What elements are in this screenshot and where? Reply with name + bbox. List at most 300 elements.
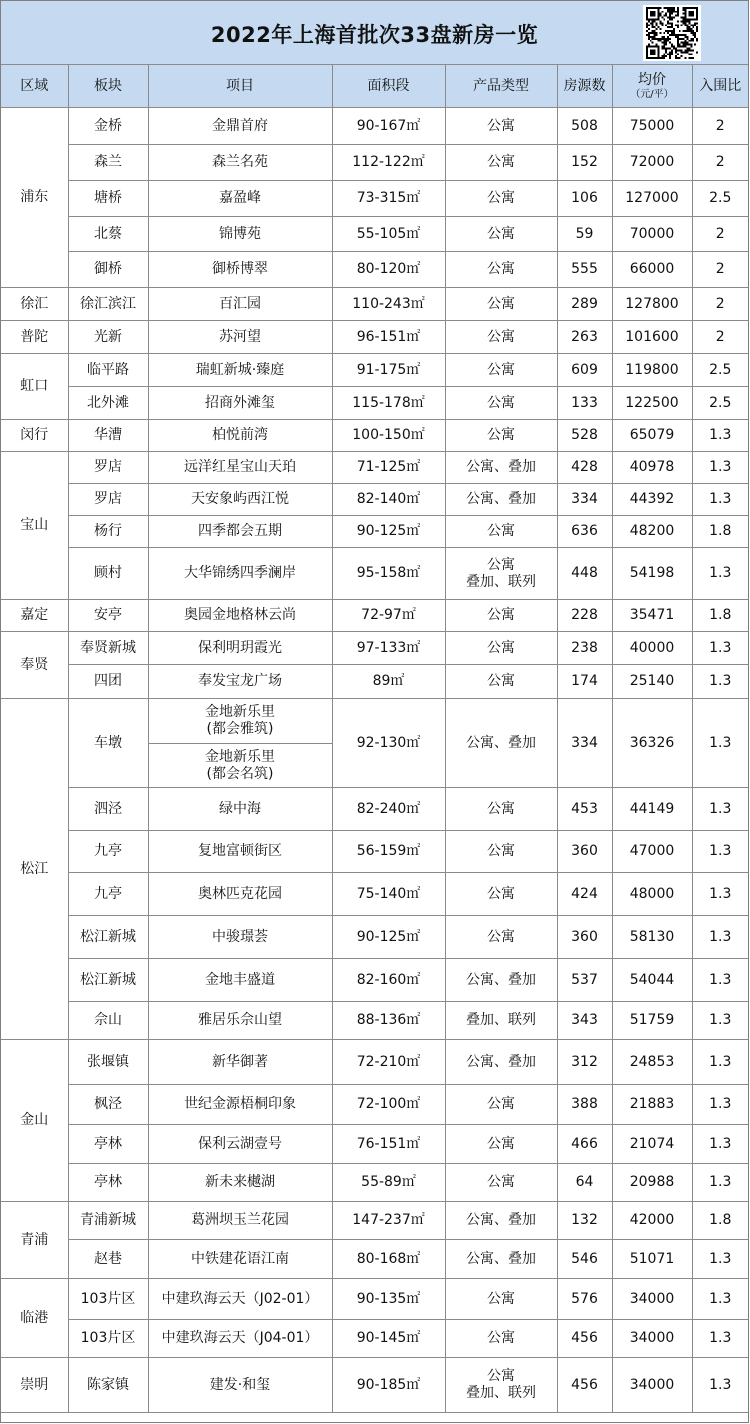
- ratio-cell: 2: [692, 321, 748, 354]
- price-cell: 36326: [612, 699, 692, 788]
- ratio-cell: 2: [692, 145, 748, 181]
- type-cell: 公寓: [445, 600, 557, 632]
- area-cell: 72-100㎡: [332, 1085, 445, 1125]
- project-cell: 四季都会五期: [148, 516, 332, 548]
- project-cell: 新华御著: [148, 1040, 332, 1085]
- ratio-cell: 1.3: [692, 916, 748, 959]
- district-cell: 青浦: [1, 1202, 68, 1279]
- type-cell: 公寓: [445, 516, 557, 548]
- price-cell: 75000: [612, 108, 692, 145]
- project-cell: 大华锦绣四季澜岸: [148, 548, 332, 600]
- price-cell: 54198: [612, 548, 692, 600]
- price-cell: 54044: [612, 959, 692, 1002]
- price-cell: 34000: [612, 1320, 692, 1358]
- area-cell: 80-168㎡: [332, 1240, 445, 1279]
- project-cell: [148, 744, 332, 788]
- area-cell: 90-135㎡: [332, 1279, 445, 1320]
- project-cell: 金鼎首府: [148, 108, 332, 145]
- price-cell: 51759: [612, 1002, 692, 1040]
- block-cell: 松江新城: [68, 916, 148, 959]
- project-cell: 远洋红星宝山天珀: [148, 452, 332, 484]
- project-name: 金地新乐里: [205, 704, 275, 720]
- type-cell: 公寓、叠加: [445, 452, 557, 484]
- units-cell: 132: [557, 1202, 612, 1240]
- units-cell: 576: [557, 1279, 612, 1320]
- units-cell: 152: [557, 145, 612, 181]
- block-cell: 罗店: [68, 452, 148, 484]
- ratio-cell: 1.3: [692, 1240, 748, 1279]
- type-cell: 公寓: [445, 321, 557, 354]
- table-row: [1, 632, 748, 665]
- units-cell: 106: [557, 181, 612, 217]
- area-cell: 90-167㎡: [332, 108, 445, 145]
- ratio-cell: 2: [692, 217, 748, 252]
- units-cell: 528: [557, 420, 612, 452]
- district-cell: 浦东: [1, 108, 68, 288]
- block-cell: 顾村: [68, 548, 148, 600]
- ratio-cell: 1.3: [692, 452, 748, 484]
- units-cell: 453: [557, 788, 612, 831]
- ratio-cell: 1.3: [692, 699, 748, 788]
- type-cell: 公寓、叠加: [445, 699, 557, 788]
- block-cell: 青浦新城: [68, 1202, 148, 1240]
- project-cell: 中建玖海云天（J04-01）: [148, 1320, 332, 1358]
- table-row: [1, 288, 748, 321]
- block-cell: 103片区: [68, 1279, 148, 1320]
- project-name: 金地新乐里: [205, 748, 275, 765]
- price-cell: 44392: [612, 484, 692, 516]
- units-cell: 334: [557, 484, 612, 516]
- area-cell: 95-158㎡: [332, 548, 445, 600]
- type-line: 叠加、联列: [466, 1385, 536, 1401]
- area-cell: 55-105㎡: [332, 217, 445, 252]
- units-cell: 537: [557, 959, 612, 1002]
- project-cell: 柏悦前湾: [148, 420, 332, 452]
- table-row: [1, 1240, 748, 1279]
- header-project: 项目: [148, 65, 332, 108]
- units-cell: 456: [557, 1320, 612, 1358]
- project-cell: 保利云湖壹号: [148, 1125, 332, 1164]
- area-cell: 80-120㎡: [332, 252, 445, 288]
- units-cell: 636: [557, 516, 612, 548]
- table-row: [1, 1164, 748, 1202]
- project-cell: 雅居乐佘山望: [148, 1002, 332, 1040]
- ratio-cell: 1.3: [692, 548, 748, 600]
- project-cell: 苏河望: [148, 321, 332, 354]
- ratio-cell: 1.3: [692, 420, 748, 452]
- type-cell: 公寓、叠加: [445, 1040, 557, 1085]
- block-cell: 御桥: [68, 252, 148, 288]
- price-cell: 20988: [612, 1164, 692, 1202]
- price-cell: 66000: [612, 252, 692, 288]
- ratio-cell: 1.8: [692, 516, 748, 548]
- ratio-cell: 1.3: [692, 1085, 748, 1125]
- price-cell: 127800: [612, 288, 692, 321]
- table-row: [1, 916, 748, 959]
- project-cell: 中铁建花语江南: [148, 1240, 332, 1279]
- area-cell: 92-130㎡: [332, 699, 445, 788]
- type-cell: 公寓: [445, 1085, 557, 1125]
- type-cell: 公寓、叠加: [445, 484, 557, 516]
- header-price-unit: （元/平）: [630, 89, 674, 100]
- type-cell: [445, 548, 557, 600]
- ratio-cell: 1.3: [692, 831, 748, 873]
- ratio-cell: 1.3: [692, 1040, 748, 1085]
- units-cell: 388: [557, 1085, 612, 1125]
- price-cell: 48000: [612, 873, 692, 916]
- units-cell: 466: [557, 1125, 612, 1164]
- price-cell: 48200: [612, 516, 692, 548]
- table-row: [1, 354, 748, 387]
- block-cell: 陈家镇: [68, 1358, 148, 1413]
- price-cell: 58130: [612, 916, 692, 959]
- type-cell: 公寓、叠加: [445, 1202, 557, 1240]
- block-cell: 金桥: [68, 108, 148, 145]
- area-cell: 72-210㎡: [332, 1040, 445, 1085]
- district-cell: 徐汇: [1, 288, 68, 321]
- ratio-cell: 2: [692, 288, 748, 321]
- ratio-cell: 1.3: [692, 1164, 748, 1202]
- project-cell: 瑞虹新城·臻庭: [148, 354, 332, 387]
- type-cell: 公寓: [445, 831, 557, 873]
- table-row: [1, 452, 748, 484]
- ratio-cell: 1.8: [692, 1202, 748, 1240]
- price-cell: 44149: [612, 788, 692, 831]
- units-cell: 555: [557, 252, 612, 288]
- block-cell: 九亭: [68, 831, 148, 873]
- units-cell: 609: [557, 354, 612, 387]
- type-cell: 公寓: [445, 1320, 557, 1358]
- area-cell: 82-240㎡: [332, 788, 445, 831]
- area-cell: 72-97㎡: [332, 600, 445, 632]
- block-cell: 亭林: [68, 1164, 148, 1202]
- ratio-cell: 1.3: [692, 1320, 748, 1358]
- price-cell: 24853: [612, 1040, 692, 1085]
- header-price-label: 均价: [638, 72, 666, 88]
- block-cell: 奉贤新城: [68, 632, 148, 665]
- area-cell: 90-125㎡: [332, 916, 445, 959]
- header-area: 面积段: [332, 65, 445, 108]
- type-cell: 公寓: [445, 108, 557, 145]
- area-cell: 96-151㎡: [332, 321, 445, 354]
- price-cell: 51071: [612, 1240, 692, 1279]
- type-line: 叠加、联列: [466, 573, 536, 590]
- area-cell: 110-243㎡: [332, 288, 445, 321]
- block-cell: 松江新城: [68, 959, 148, 1002]
- price-cell: 42000: [612, 1202, 692, 1240]
- district-cell: 松江: [1, 699, 68, 1040]
- project-cell: 御桥博翠: [148, 252, 332, 288]
- area-cell: 82-140㎡: [332, 484, 445, 516]
- area-cell: 97-133㎡: [332, 632, 445, 665]
- type-cell: 公寓: [445, 387, 557, 420]
- table-row: [1, 252, 748, 288]
- price-cell: 21883: [612, 1085, 692, 1125]
- project-cell: 世纪金源梧桐印象: [148, 1085, 332, 1125]
- project-cell: 奥林匹克花园: [148, 873, 332, 916]
- header-district: 区域: [1, 65, 68, 108]
- table-row: [1, 1279, 748, 1320]
- block-cell: 罗店: [68, 484, 148, 516]
- project-cell: 锦博苑: [148, 217, 332, 252]
- block-cell: 森兰: [68, 145, 148, 181]
- block-cell: 四团: [68, 665, 148, 699]
- price-cell: 34000: [612, 1279, 692, 1320]
- type-line: 公寓: [487, 556, 515, 573]
- units-cell: 174: [557, 665, 612, 699]
- units-cell: 228: [557, 600, 612, 632]
- price-cell: 101600: [612, 321, 692, 354]
- type-cell: 公寓: [445, 1125, 557, 1164]
- area-cell: 56-159㎡: [332, 831, 445, 873]
- type-cell: 公寓: [445, 788, 557, 831]
- block-cell: 塘桥: [68, 181, 148, 217]
- header-ratio: 入围比: [692, 65, 748, 108]
- table-row: [1, 548, 748, 600]
- project-cell: 中骏璟荟: [148, 916, 332, 959]
- type-cell: [445, 1358, 557, 1413]
- price-cell: 35471: [612, 600, 692, 632]
- units-cell: 508: [557, 108, 612, 145]
- block-cell: 车墩: [68, 699, 148, 788]
- table-row: [1, 873, 748, 916]
- type-cell: 公寓: [445, 420, 557, 452]
- ratio-cell: 1.3: [692, 1002, 748, 1040]
- district-cell: 闵行: [1, 420, 68, 452]
- block-cell: 徐汇滨江: [68, 288, 148, 321]
- price-cell: 70000: [612, 217, 692, 252]
- district-cell: 普陀: [1, 321, 68, 354]
- table-row: [1, 1125, 748, 1164]
- price-cell: 122500: [612, 387, 692, 420]
- area-cell: 90-125㎡: [332, 516, 445, 548]
- title-bar: [1, 1, 748, 65]
- district-cell: 宝山: [1, 452, 68, 600]
- table-row: [1, 1085, 748, 1125]
- table-row: [1, 217, 748, 252]
- table-row: [1, 831, 748, 873]
- area-cell: 91-175㎡: [332, 354, 445, 387]
- area-cell: 75-140㎡: [332, 873, 445, 916]
- price-cell: 119800: [612, 354, 692, 387]
- block-cell: 张堰镇: [68, 1040, 148, 1085]
- block-cell: 北蔡: [68, 217, 148, 252]
- price-cell: 21074: [612, 1125, 692, 1164]
- type-cell: 公寓: [445, 916, 557, 959]
- header-units: 房源数: [557, 65, 612, 108]
- table-row: [1, 600, 748, 632]
- table-row: [1, 484, 748, 516]
- table-row: [1, 1358, 748, 1413]
- type-cell: 公寓: [445, 217, 557, 252]
- area-cell: 100-150㎡: [332, 420, 445, 452]
- type-cell: 公寓、叠加: [445, 959, 557, 1002]
- table-row: [1, 959, 748, 1002]
- units-cell: 64: [557, 1164, 612, 1202]
- area-cell: 147-237㎡: [332, 1202, 445, 1240]
- ratio-cell: 2.5: [692, 387, 748, 420]
- district-cell: 崇明: [1, 1358, 68, 1413]
- units-cell: 424: [557, 873, 612, 916]
- table-row: [1, 387, 748, 420]
- type-cell: 公寓: [445, 145, 557, 181]
- table-row: [1, 1040, 748, 1085]
- project-cell: 奥园金地格林云尚: [148, 600, 332, 632]
- block-cell: 佘山: [68, 1002, 148, 1040]
- table-row: [1, 699, 748, 744]
- block-cell: 临平路: [68, 354, 148, 387]
- ratio-cell: 1.3: [692, 1279, 748, 1320]
- units-cell: 546: [557, 1240, 612, 1279]
- price-cell: 72000: [612, 145, 692, 181]
- area-cell: 55-89㎡: [332, 1164, 445, 1202]
- block-cell: 杨行: [68, 516, 148, 548]
- project-cell: 建发·和玺: [148, 1358, 332, 1413]
- price-cell: 65079: [612, 420, 692, 452]
- type-cell: 公寓: [445, 1279, 557, 1320]
- project-cell: 森兰名苑: [148, 145, 332, 181]
- block-cell: 光新: [68, 321, 148, 354]
- price-cell: 34000: [612, 1358, 692, 1413]
- project-subname: (都会雅筑): [206, 721, 274, 737]
- project-cell: 葛洲坝玉兰花园: [148, 1202, 332, 1240]
- price-cell: 40978: [612, 452, 692, 484]
- block-cell: 北外滩: [68, 387, 148, 420]
- area-cell: 88-136㎡: [332, 1002, 445, 1040]
- units-cell: 448: [557, 548, 612, 600]
- qr-code-icon: [643, 5, 701, 61]
- header-row: [1, 65, 748, 108]
- ratio-cell: 1.3: [692, 632, 748, 665]
- area-cell: 76-151㎡: [332, 1125, 445, 1164]
- project-cell: 嘉盈峰: [148, 181, 332, 217]
- ratio-cell: 2: [692, 252, 748, 288]
- units-cell: 360: [557, 916, 612, 959]
- ratio-cell: 1.3: [692, 873, 748, 916]
- units-cell: 360: [557, 831, 612, 873]
- units-cell: 59: [557, 217, 612, 252]
- table-row: [1, 108, 748, 145]
- project-cell: 绿中海: [148, 788, 332, 831]
- units-cell: 428: [557, 452, 612, 484]
- area-cell: 90-145㎡: [332, 1320, 445, 1358]
- type-cell: 公寓: [445, 1164, 557, 1202]
- district-cell: 虹口: [1, 354, 68, 420]
- ratio-cell: 2.5: [692, 181, 748, 217]
- units-cell: 343: [557, 1002, 612, 1040]
- block-cell: 华漕: [68, 420, 148, 452]
- header-price: [612, 65, 692, 108]
- area-cell: 90-185㎡: [332, 1358, 445, 1413]
- project-cell: [148, 699, 332, 744]
- district-cell: 嘉定: [1, 600, 68, 632]
- units-cell: 133: [557, 387, 612, 420]
- ratio-cell: 1.3: [692, 1125, 748, 1164]
- price-cell: 127000: [612, 181, 692, 217]
- listings-table: [1, 65, 748, 1413]
- table-row: [1, 321, 748, 354]
- district-cell: 临港: [1, 1279, 68, 1358]
- header-block: 板块: [68, 65, 148, 108]
- table-row: [1, 1320, 748, 1358]
- project-cell: 百汇园: [148, 288, 332, 321]
- ratio-cell: 1.3: [692, 959, 748, 1002]
- table-row: [1, 516, 748, 548]
- ratio-cell: 1.3: [692, 484, 748, 516]
- units-cell: 334: [557, 699, 612, 788]
- area-cell: 89㎡: [332, 665, 445, 699]
- table-row: [1, 420, 748, 452]
- type-cell: 公寓: [445, 288, 557, 321]
- area-cell: 73-315㎡: [332, 181, 445, 217]
- type-cell: 公寓: [445, 354, 557, 387]
- ratio-cell: 1.3: [692, 665, 748, 699]
- ratio-cell: 1.3: [692, 788, 748, 831]
- type-cell: 叠加、联列: [445, 1002, 557, 1040]
- project-subname: (都会名筑): [206, 765, 274, 782]
- type-cell: 公寓、叠加: [445, 1240, 557, 1279]
- ratio-cell: 1.3: [692, 1358, 748, 1413]
- block-cell: 泗泾: [68, 788, 148, 831]
- price-cell: 25140: [612, 665, 692, 699]
- project-cell: 奉发宝龙广场: [148, 665, 332, 699]
- table-row: [1, 788, 748, 831]
- ratio-cell: 2: [692, 108, 748, 145]
- block-cell: 赵巷: [68, 1240, 148, 1279]
- page-title: 2022年上海首批次33盘新房一览: [210, 23, 539, 47]
- block-cell: 亭林: [68, 1125, 148, 1164]
- table-row: [1, 1202, 748, 1240]
- units-cell: 238: [557, 632, 612, 665]
- block-cell: 安亭: [68, 600, 148, 632]
- project-cell: 金地丰盛道: [148, 959, 332, 1002]
- district-cell: 奉贤: [1, 632, 68, 699]
- project-cell: 天安象屿西江悦: [148, 484, 332, 516]
- units-cell: 312: [557, 1040, 612, 1085]
- area-cell: 112-122㎡: [332, 145, 445, 181]
- block-cell: 枫泾: [68, 1085, 148, 1125]
- type-cell: 公寓: [445, 252, 557, 288]
- area-cell: 115-178㎡: [332, 387, 445, 420]
- table-row: [1, 181, 748, 217]
- project-cell: 复地富顿街区: [148, 831, 332, 873]
- table-row: [1, 1002, 748, 1040]
- area-cell: 82-160㎡: [332, 959, 445, 1002]
- table-row: [1, 145, 748, 181]
- units-cell: 263: [557, 321, 612, 354]
- type-line: 公寓: [487, 1368, 515, 1384]
- type-cell: 公寓: [445, 665, 557, 699]
- price-cell: 47000: [612, 831, 692, 873]
- units-cell: 456: [557, 1358, 612, 1413]
- block-cell: 九亭: [68, 873, 148, 916]
- project-cell: 保利明玥霞光: [148, 632, 332, 665]
- ratio-cell: 2.5: [692, 354, 748, 387]
- units-cell: 289: [557, 288, 612, 321]
- project-cell: 新未来樾湖: [148, 1164, 332, 1202]
- project-cell: 招商外滩玺: [148, 387, 332, 420]
- district-cell: 金山: [1, 1040, 68, 1202]
- project-cell: 中建玖海云天（J02-01）: [148, 1279, 332, 1320]
- type-cell: 公寓: [445, 873, 557, 916]
- area-cell: 71-125㎡: [332, 452, 445, 484]
- type-cell: 公寓: [445, 632, 557, 665]
- table-row: [1, 665, 748, 699]
- price-cell: 40000: [612, 632, 692, 665]
- header-type: 产品类型: [445, 65, 557, 108]
- block-cell: 103片区: [68, 1320, 148, 1358]
- type-cell: 公寓: [445, 181, 557, 217]
